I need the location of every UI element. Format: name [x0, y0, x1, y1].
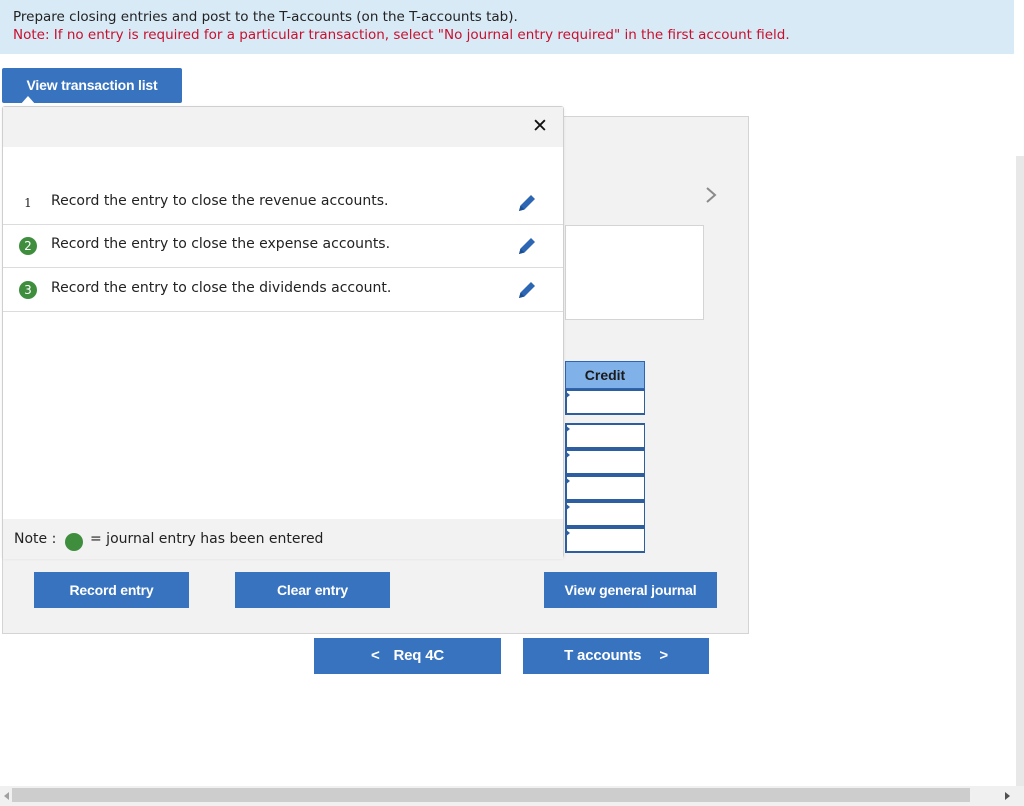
instruction-text: Prepare closing entries and post to the T-accounts (on the T-accounts tab). — [13, 9, 518, 25]
popup-pointer — [20, 96, 36, 105]
note-bar — [3, 519, 563, 559]
transaction-number-badge: 2 — [19, 237, 37, 255]
credit-column — [565, 361, 645, 553]
transaction-text: Record the entry to close the expense accounts. — [51, 236, 391, 252]
note-text: = journal entry has been entered — [90, 531, 324, 547]
credit-input[interactable] — [565, 449, 645, 475]
transaction-text: Record the entry to close the dividends account. — [51, 280, 392, 296]
instruction-note: Note: If no entry is required for a particular transaction, select "No journal entry required" in the first account field. — [13, 27, 790, 43]
transaction-row[interactable] — [3, 181, 563, 225]
view-general-journal-button[interactable]: View general journal — [544, 572, 717, 608]
transaction-number: 1 — [24, 196, 32, 210]
transaction-row[interactable] — [3, 224, 563, 268]
transaction-number-badge: 3 — [19, 281, 37, 299]
vertical-scrollbar[interactable] — [1016, 156, 1024, 786]
credit-input[interactable] — [565, 527, 645, 553]
entered-indicator-icon — [65, 533, 83, 551]
horizontal-scrollbar-thumb[interactable] — [12, 788, 970, 802]
transaction-row[interactable] — [3, 268, 563, 312]
edit-pencil-icon[interactable] — [515, 191, 539, 215]
scroll-left-arrow-icon[interactable] — [4, 792, 9, 800]
next-t-accounts-button[interactable] — [523, 638, 709, 674]
credit-input[interactable] — [565, 475, 645, 501]
edit-pencil-icon[interactable] — [515, 278, 539, 302]
chevron-right-icon: > — [659, 647, 668, 664]
scroll-right-arrow-icon[interactable] — [1005, 792, 1010, 800]
credit-input[interactable] — [565, 389, 645, 415]
prev-req-button[interactable] — [314, 638, 501, 674]
credit-header: Credit — [565, 361, 645, 389]
next-label: T accounts — [564, 647, 642, 664]
entry-description-box — [565, 225, 704, 320]
note-label: Note : — [14, 531, 57, 547]
chevron-right-icon[interactable] — [701, 185, 721, 205]
record-entry-button[interactable]: Record entry — [34, 572, 189, 608]
instructions-banner — [0, 0, 1014, 54]
view-transaction-list-button[interactable]: View transaction list — [2, 68, 182, 103]
edit-pencil-icon[interactable] — [515, 234, 539, 258]
credit-input[interactable] — [565, 423, 645, 449]
transaction-list-popup — [2, 106, 564, 558]
prev-req-label: Req 4C — [393, 647, 445, 664]
credit-input[interactable] — [565, 501, 645, 527]
chevron-left-icon: < — [370, 647, 380, 664]
clear-entry-button[interactable]: Clear entry — [235, 572, 390, 608]
popup-header — [3, 107, 563, 147]
transaction-text: Record the entry to close the revenue accounts. — [51, 193, 389, 209]
close-icon[interactable]: ✕ — [532, 115, 548, 137]
